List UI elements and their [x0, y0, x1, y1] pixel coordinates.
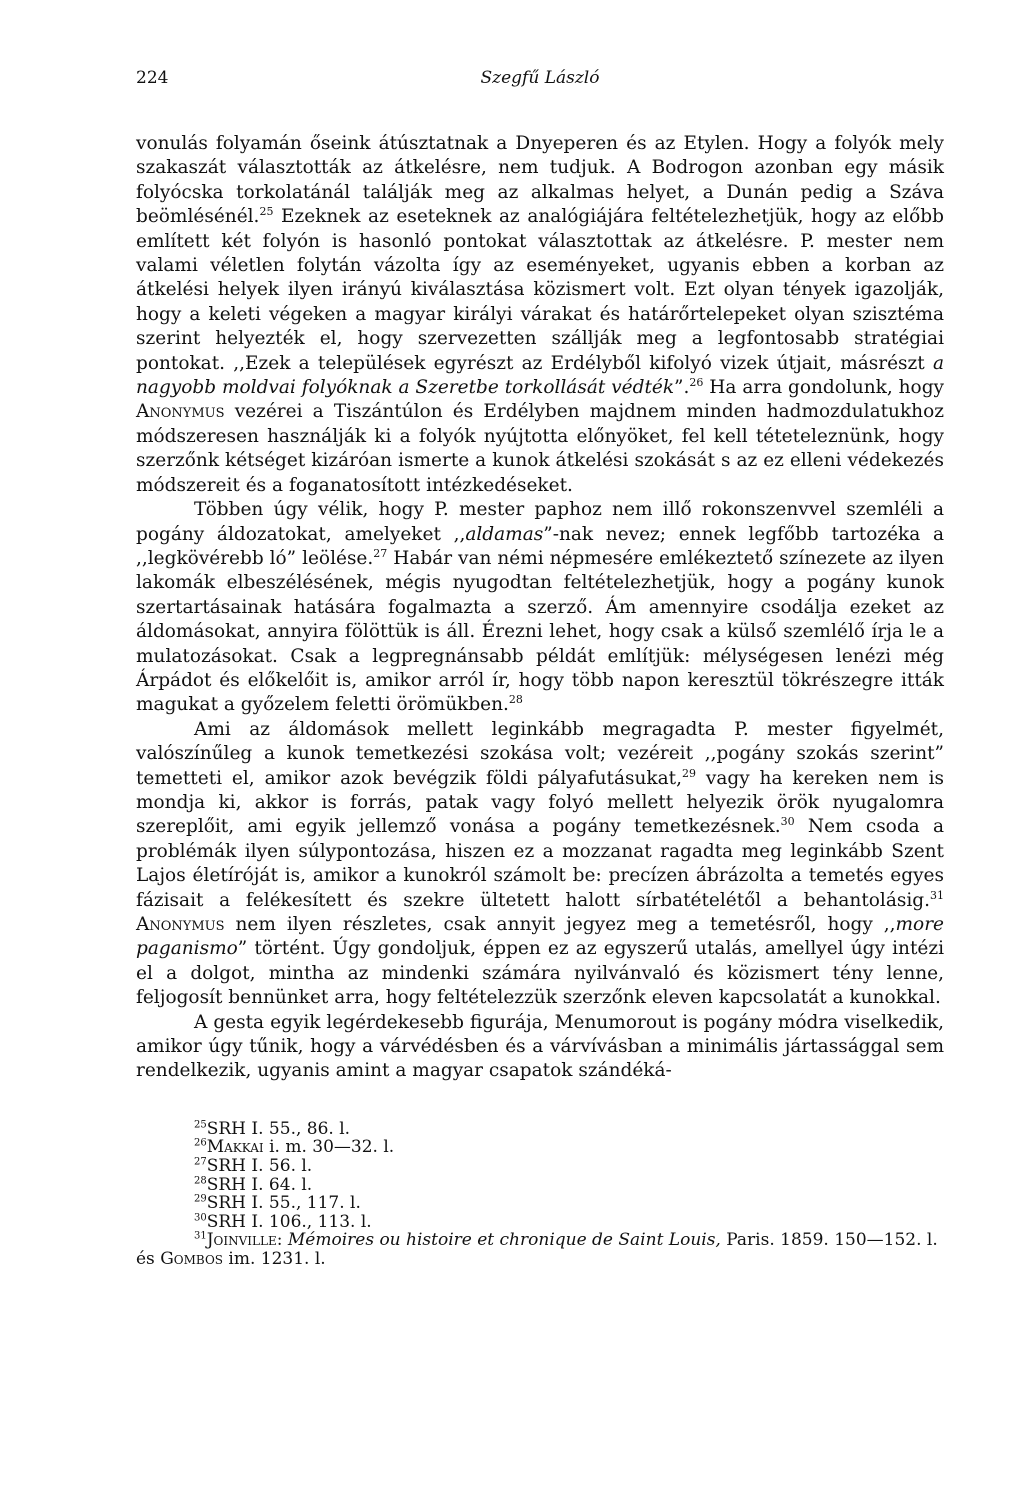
footnote	[136, 1231, 944, 1268]
footnote	[136, 1194, 944, 1213]
footnote-number: 30	[194, 1212, 207, 1224]
text-run: Paris. 1859. 150—152. l. és	[136, 1230, 938, 1269]
page-header	[136, 68, 944, 102]
italic-text: Mémoires ou histoire et chronique de Saint Louis,	[287, 1230, 721, 1251]
small-caps-name: Anonymus	[136, 401, 225, 423]
footnote	[136, 1157, 944, 1176]
text-run: A gesta egyik legérdekesebb figurája, Menumorout is pogány módra viselkedik, amikor úgy tűnik, hogy a várvédésben és a várvívásban a minimális jártassággal sem rendelkezik, ugyanis amint a magyar csapatok szándéká-	[136, 1011, 944, 1082]
text-run: Ezeknek az eseteknek az analógiájára feltételezhetjük, hogy az előbb említett két folyón is hasonló pontokat választottak az átkelésre. P. mester nem valami véletlen folytán vázolta így az eseményeket, ugyanis ebben a korban az átkelési helyek ilyen irányú kiválasztása közismert volt. Ezt olyan tények igazolják, hogy a keleti végeken a magyar királyi várakat és határőrtelepeket olyan szisztéma szerint helyezték el, hogy szervezetten szállják meg a legfontosabb stratégiai pontokat. ,,Ezek a települések egyrészt az Erdélyből kifolyó vizek útjait, másrészt	[136, 206, 944, 374]
footnote-number: 27	[194, 1156, 207, 1168]
footnote	[136, 1120, 944, 1139]
text-run: SRH I. 64. l.	[206, 1174, 313, 1195]
text-run: ”.	[674, 377, 690, 399]
footnote-number: 28	[194, 1174, 207, 1186]
footnote-number: 26	[194, 1137, 207, 1149]
small-caps-name: Makkai	[206, 1137, 264, 1158]
text-run: nem ilyen részletes, csak annyit jegyez meg a temetésről, hogy ,,	[224, 914, 896, 935]
text-run: Habár van némi népmesére emlékeztető színezete az ilyen lakomák elbeszélésének, mégis nyugodtan feltételezhetjük, hogy a pogány kunok szertartásainak hatására fogalmazta a szerző. Ám amennyire csodálja ezeket az áldomásokat, annyira fölöttük is áll. Érezni lehet, hogy csak a külső szemlélő írja le a mulatozásokat. Csak a legpregnánsabb példát említjük: mélységesen lenézi még Árpádot és előkelőit is, amikor arról ír, hogy több napon keresztül tökrészegre itták magukat a győzelem feletti örömükben.	[136, 547, 944, 716]
text-run: im. 1231. l.	[223, 1249, 326, 1269]
text-run: SRH I. 55., 117. l.	[206, 1193, 361, 1214]
text-run: vagy ha kereken nem is mondja ki, akkor is forrás, patak vagy folyó mellett helyezik örök nyugalomra szereplőit, ami egyik jellemző vonása a pogány temetkezésnek.	[136, 767, 945, 838]
paragraph	[136, 1011, 944, 1084]
footnote-reference: 31	[930, 888, 944, 902]
small-caps-name: Joinville:	[206, 1230, 283, 1251]
footnote-reference: 26	[689, 375, 704, 389]
footnotes	[136, 1120, 944, 1269]
footnote-number: 25	[194, 1119, 207, 1131]
footnote-reference: 28	[508, 693, 523, 707]
text-run: Többen úgy vélik, hogy P. mester paphoz nem illő rokonszenvvel szemléli a pogány áldozatokat, amelyeket ,,	[136, 499, 944, 545]
paragraph	[136, 718, 944, 1011]
body-text	[136, 132, 944, 1084]
text-run: Ha arra gondolunk, hogy	[703, 377, 944, 399]
text-run: SRH I. 106., 113. l.	[206, 1211, 372, 1232]
italic-text: more paganismo	[136, 914, 944, 960]
text-run: i. m. 30—32. l.	[263, 1137, 395, 1158]
footnote	[136, 1176, 944, 1195]
footnote-reference: 30	[780, 815, 795, 829]
footnote-number: 29	[194, 1193, 207, 1205]
small-caps-name: Anonymus	[136, 914, 225, 935]
paragraph	[136, 132, 944, 498]
page-number: 224	[136, 68, 169, 88]
running-head: Szegfű László	[480, 68, 600, 88]
text-run: SRH I. 55., 86. l.	[206, 1118, 351, 1139]
footnote-number: 31	[194, 1230, 207, 1242]
text-run: vezérei a Tiszántúlon és Erdélyben majdnem minden hadmozdulatukhoz módszeresen használják ki a folyók nyújtotta előnyöket, fel kell téteteleznünk, hogy szerzőnk kétséget kizáróan ismerte a kunok átkelési szokását s az ez elleni védekezés módszereit és a foganatosított intézkedéseket.	[136, 401, 944, 496]
footnote-reference: 25	[259, 205, 274, 219]
text-run: ” történt. Úgy gondoljuk, éppen ez az egyszerű utalás, amellyel úgy intézi el a dolgot, mintha az mindenki számára nyilvánvaló és közismert tény lenne, feljogosít bennünket arra, hogy feltételezzük szerzőnk eleven kapcsolatát a kunokkal.	[136, 938, 944, 1009]
footnote-reference: 29	[681, 766, 696, 780]
footnote-reference: 27	[373, 546, 388, 560]
italic-text: a nagyobb moldvai folyóknak a Szeretbe torkollását védték	[136, 352, 944, 399]
text-run: SRH I. 56. l.	[206, 1156, 313, 1177]
text-run: ”-nak nevez; ennek legfőbb tartozéka a ,,legkövérebb ló” leölése.	[136, 523, 944, 569]
small-caps-name: Gombos	[160, 1249, 224, 1269]
italic-text: aldamas	[465, 523, 544, 545]
text-run: Nem csoda a problémák ilyen súlypontozása, hiszen ez a mozzanat ragadta meg leginkább Szent Lajos életíróját is, amikor a kunokról számolt be: precízen ábrázolta a temetés egyes fázisait a felékesített és szekre ültetett halott sírbatételétől a behantolásig.	[136, 816, 944, 911]
footnote	[136, 1138, 944, 1157]
footnote	[136, 1213, 944, 1232]
paragraph	[136, 498, 944, 718]
text-run: vonulás folyamán őseink átúsztatnak a Dnyeperen és az Etylen. Hogy a folyók mely szakaszát választották az átkelésre, nem tudjuk. A Bodrogon azonban egy másik folyócska torkolatánál találják meg az alkalmas helyet, a Dunán pedig a Száva beömlésénél.	[136, 133, 944, 228]
document-page	[136, 68, 944, 1269]
text-run: Ami az áldomások mellett leginkább megragadta P. mester figyelmét, valószínűleg a kunok temetkezési szokása volt; vezéreit ,,pogány szokás szerint” temetteti el, amikor azok bevégzik földi pályafutásukat,	[136, 718, 944, 789]
